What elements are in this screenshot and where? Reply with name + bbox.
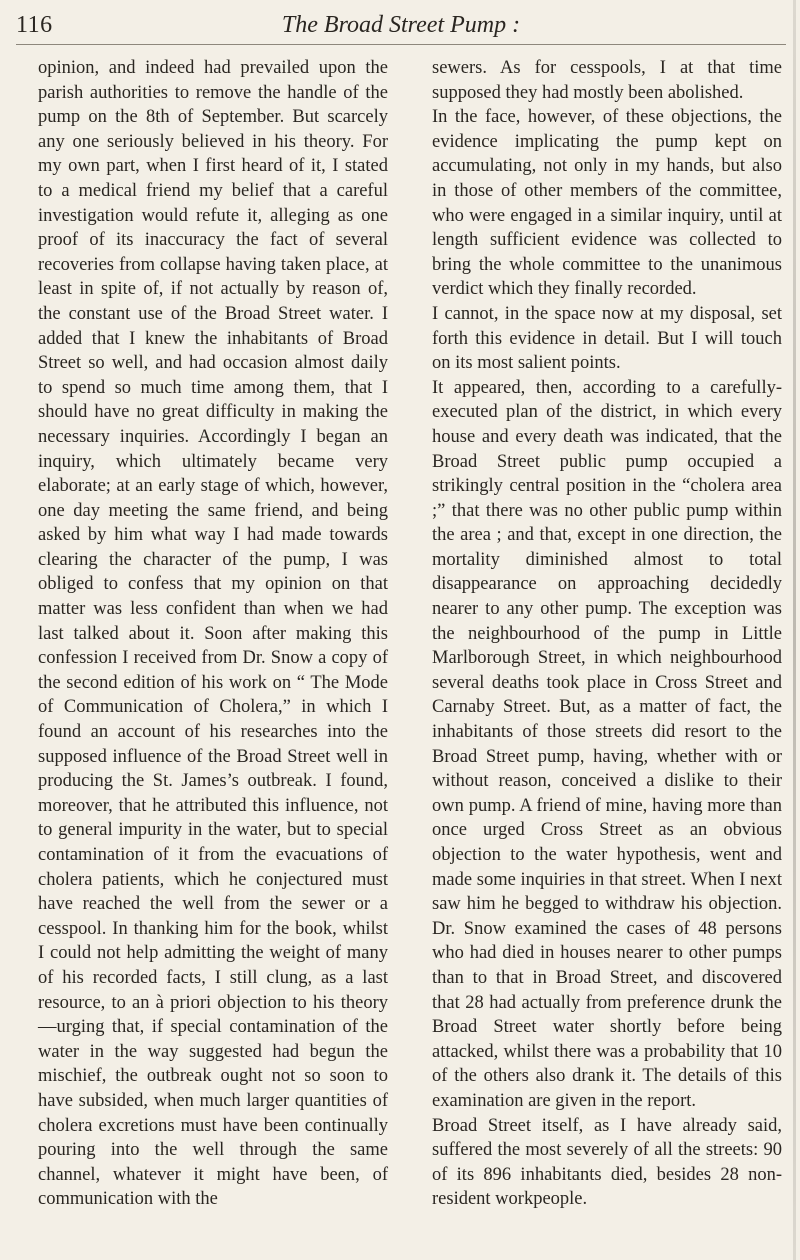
right-paragraph-5: Broad Street itself, as I have already said, suffered the most severely of all the streets: 90 of its 896 inhabitants died, besides 28 non-resident workpeople.	[432, 1115, 782, 1210]
right-column	[432, 56, 782, 1212]
page-header	[16, 8, 786, 45]
right-paragraph-2: In the face, however, of these objections, the evidence implicating the pump kept on accumulating, not only in my hands, but also in those of other members of the committee, who were engaged in a similar inquiry, until at length sufficient evidence was collected to bring the whole committee to the unanimous verdict which they finally recorded.	[432, 107, 782, 300]
right-paragraph-4: It appeared, then, according to a carefully-executed plan of the district, in which every house and every death was indicated, that the Broad Street public pump occupied a strikingly central position in the “cholera area ;” that there was no other public pump within the area ; and that, except in one direction, the mortality diminished almost to total disappearance on approaching decidedly nearer to any other pump. The exception was the neighbourhood of the pump in Little Marlborough Street, in which neighbourhood several deaths took place in Cross Street and Carnaby Street. But, as a matter of fact, the inhabitants of those streets did resort to the Broad Street pump, having, whether with or without reason, conceived a dislike to their own pump. A friend of mine, having more than once urged Cross Street as an obvious objection to the water hypothesis, went and made some inquiries in that street. When I next saw him he begged to withdraw his objection. Dr. Snow examined the cases of 48 persons who had died in houses nearer to other pumps than to that in Broad Street, and discovered that 28 had actually from preference drunk the Broad Street water shortly before being attacked, whilst there was a probability that 10 of the others also drank it. The details of this examination are given in the report.	[432, 377, 782, 1111]
right-paragraph-1: sewers. As for cesspools, I at that time supposed they had mostly been abolished.	[432, 58, 782, 103]
right-paragraph-3: I cannot, in the space now at my disposal, set forth this evidence in detail. But I will touch on its most salient points.	[432, 303, 782, 374]
text-columns	[38, 56, 782, 1212]
left-column	[38, 56, 388, 1212]
page-number: 116	[16, 12, 53, 38]
left-paragraph-1: opinion, and indeed had prevailed upon the parish authorities to remove the handle of the pump on the 8th of September. But scarcely any one seriously believed in his theory. For my own part, when I first heard of it, I stated to a medical friend my belief that a careful investigation would refute it, alleging as one proof of its inaccuracy the fact of several recoveries from collapse having taken place, at least in spite of, if not actually by reason of, the constant use of the Broad Street water. I added that I knew the inhabitants of Broad Street so well, and had occasion almost daily to spend so much time among them, that I should have no great difficulty in making the necessary inquiries. Accordingly I began an inquiry, which ultimately became very elaborate; at an early stage of which, however, one day meeting the same friend, and being asked by him what way I had made towards clearing the character of the pump, I was obliged to confess that my opinion on that matter was less confident than when we had last talked about it. Soon after making this confession I received from Dr. Snow a copy of the second edition of his work on “ The Mode of Communication of Cholera,” in which I found an account of his researches into the supposed influence of the Broad Street well in producing the St. James’s outbreak. I found, moreover, that he attributed this influence, not to general impurity in the water, but to special contamination of it from the evacuations of cholera patients, which he conjectured must have reached the well from the sewer or a cesspool. In thanking him for the book, whilst I could not help admitting the weight of many of his recorded facts, I still clung, as a last resource, to an à priori objection to his theory—urging that, if special contamination of the water in the way suggested had begun the mischief, the outbreak ought not so soon to have subsided, when much larger quantities of cholera excretions must have been continually pouring into the well through the same channel, whatever it might have been, of communication with the	[38, 58, 388, 1210]
running-title: The Broad Street Pump :	[281, 12, 521, 38]
page-edge-shadow	[793, 0, 796, 1260]
